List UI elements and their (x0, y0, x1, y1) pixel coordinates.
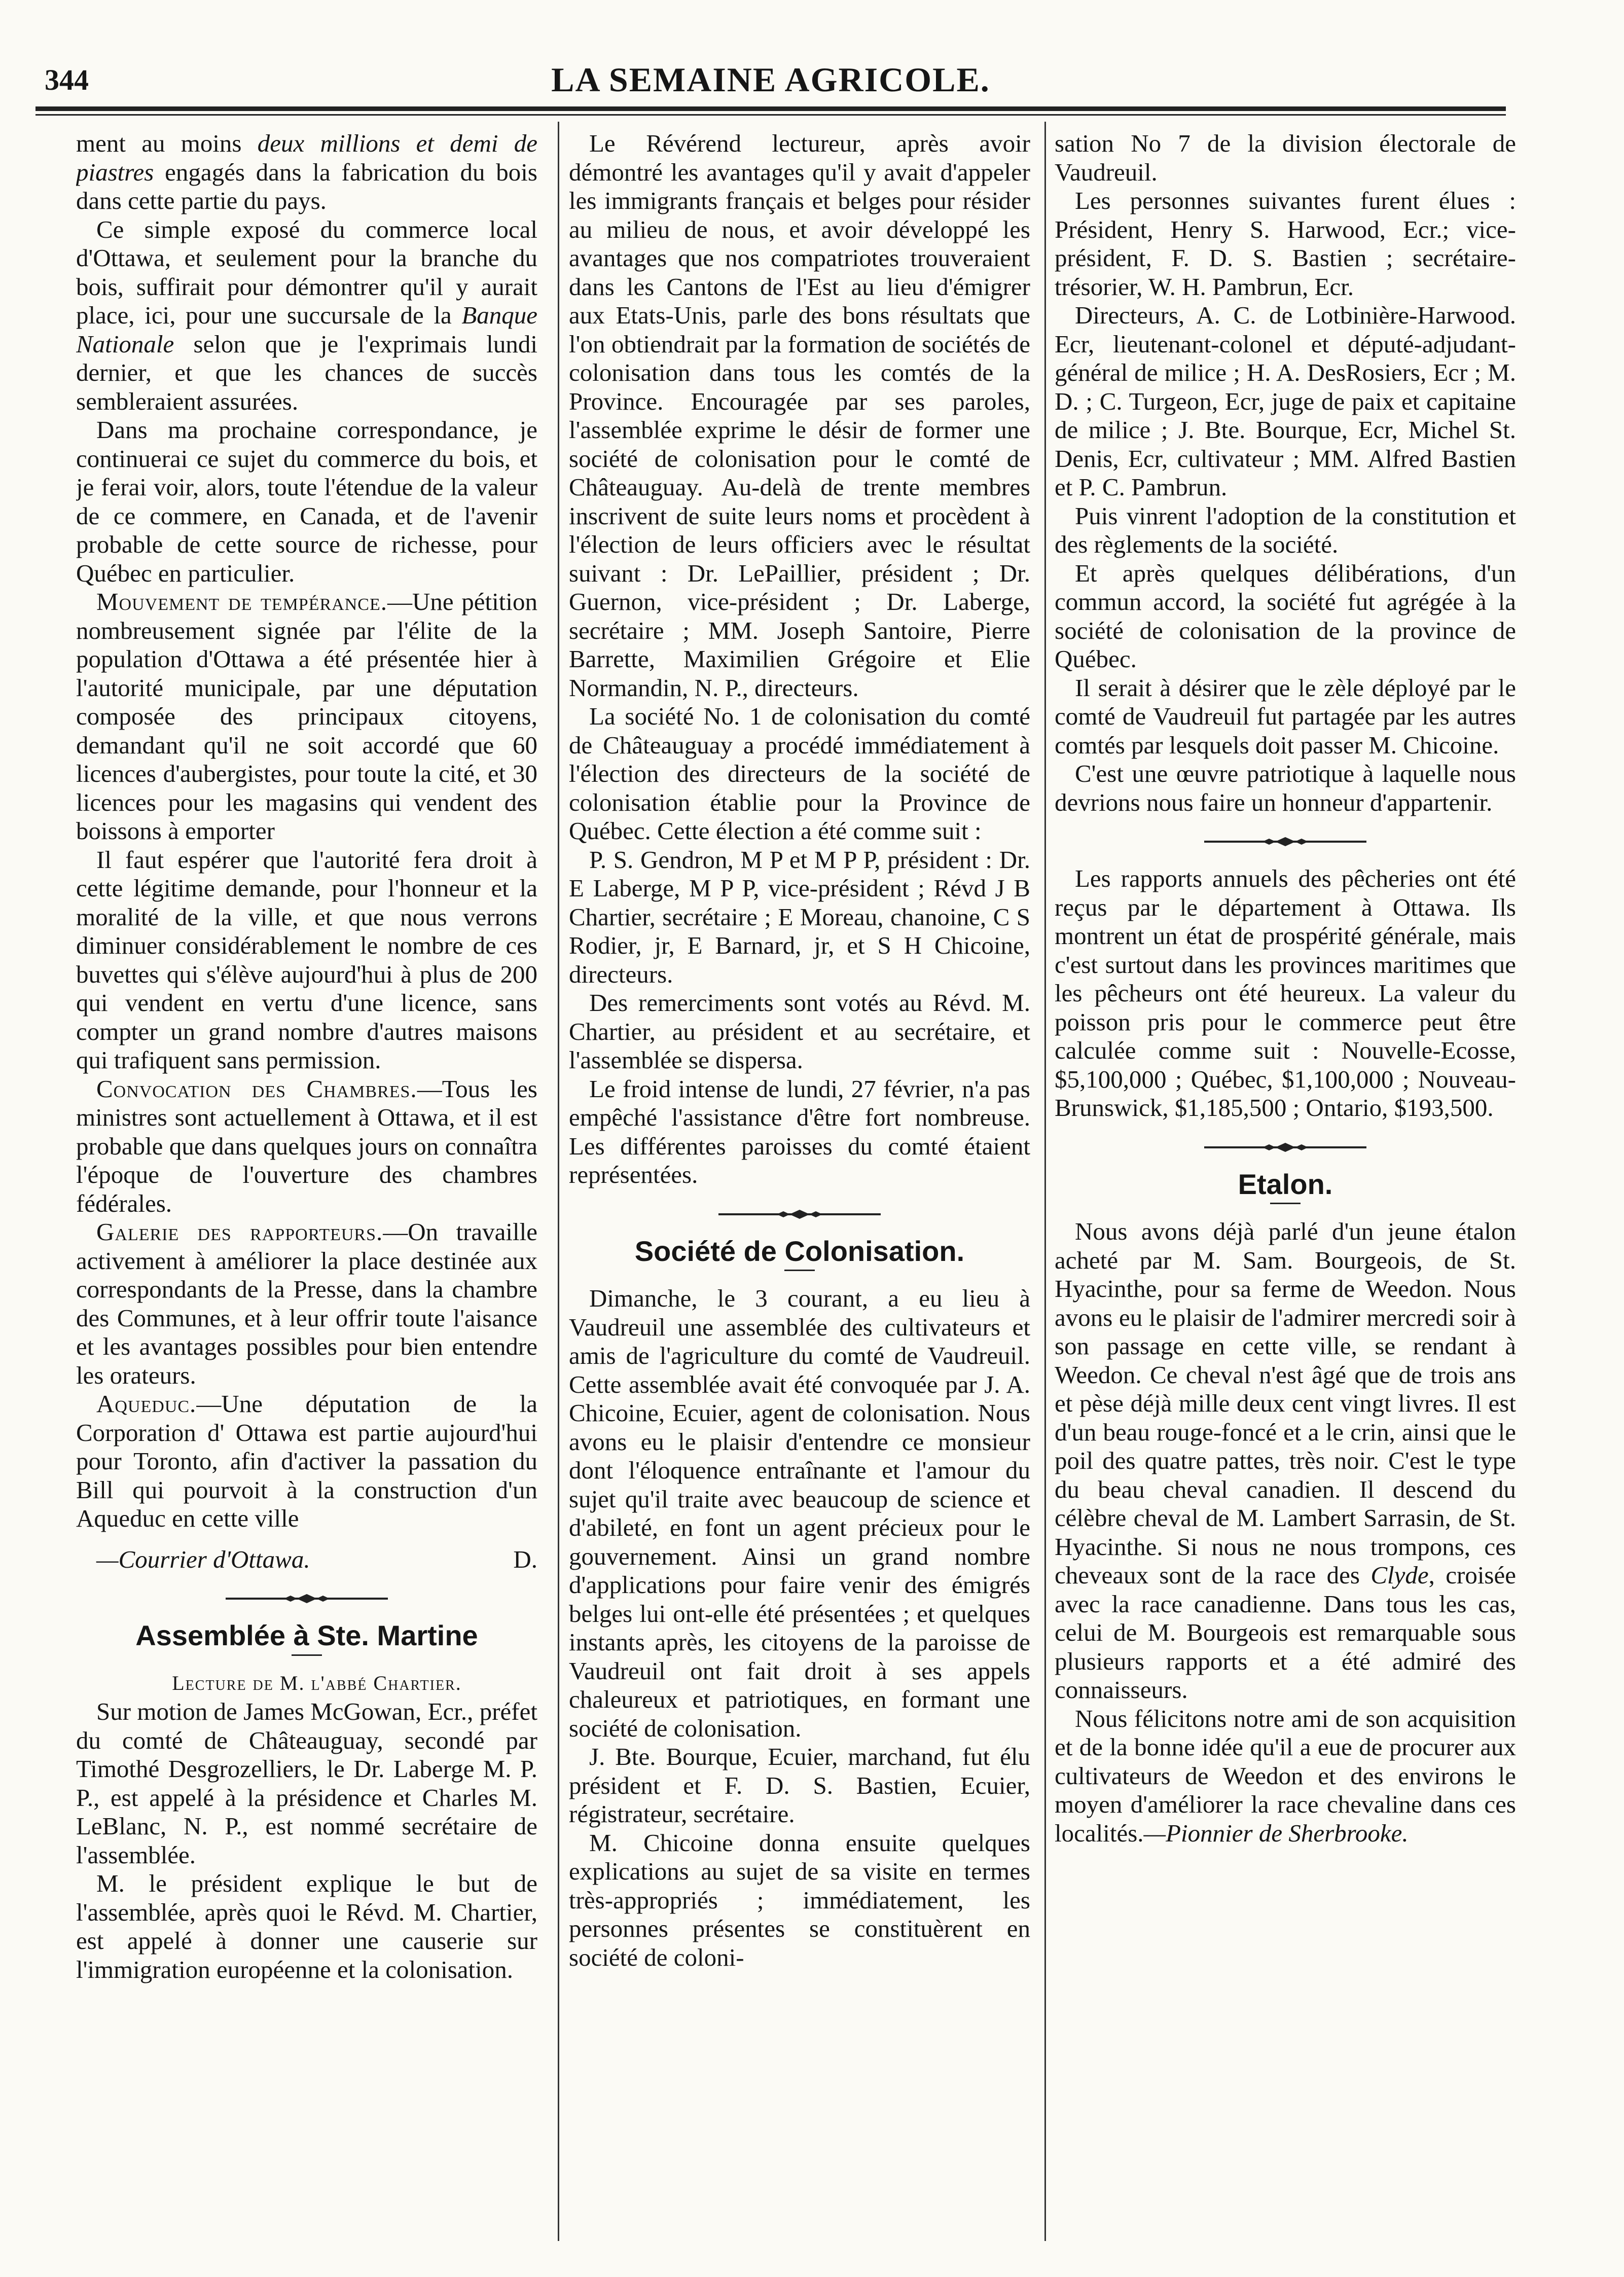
paragraph: Sur motion de James McGowan, Ecr., préfet du comté de Châteauguay, secondé par Timothé Desgrozelliers, le Dr. Laberge M. P. P., est appelé à la présidence et Charles M. LeBlanc, N. P., est nommé secrétaire de l'assemblée. (76, 1697, 537, 1869)
column-3 (1055, 129, 1516, 2238)
paragraph: Les personnes suivantes furent élues : Président, Henry S. Harwood, Ecr.; vice-président, F. D. S. Bastien ; secrétaire-trésorier, W. H. Pambrun, Ecr. (1055, 187, 1516, 301)
section-title: Etalon. (1238, 1168, 1333, 1200)
section-dash (784, 1270, 815, 1271)
section-title: Société de Colonisation. (634, 1235, 965, 1267)
paragraph: C'est une œuvre patriotique à laquelle nous devrions nous faire un honneur d'appartenir. (1055, 760, 1516, 816)
paragraph: Ce simple exposé du commerce local d'Ottawa, et seulement pour la branche du bois, suffirait pour démontrer qu'il y aurait place, ici, pour une succursale de la Banque Nationale selon que je l'exprimais lundi dernier, et que les chances de succès sembleraient assurées. (76, 215, 537, 415)
section-dash (1270, 1203, 1301, 1204)
ornament-divider (1204, 1142, 1366, 1153)
paragraph: Dans ma prochaine correspondance, je continuerai ce sujet du commerce du bois, et je ferai voir, alors, toute l'étendue de la valeur de ce commere, en Canada, et de l'avenir probable de cette source de richesse, pour Québec en particulier. (76, 416, 537, 587)
section-title: Assemblée à Ste. Martine (135, 1619, 478, 1651)
page-number: 344 (45, 63, 89, 96)
subheading: Lecture de M. l'abbé Chartier. (172, 1671, 462, 1694)
paragraph: sation No 7 de la division électorale de Vaudreuil. (1055, 129, 1516, 186)
column-divider (558, 122, 559, 2241)
paragraph: ment au moins deux millions et demi de piastres engagés dans la fabrication du bois dans cette partie du pays. (76, 129, 537, 214)
page-header (35, 56, 1506, 101)
paragraph: J. Bte. Bourque, Ecuier, marchand, fut élu président et F. D. S. Bastien, Ecuier, régistrateur, secrétaire. (569, 1743, 1030, 1828)
ornament-divider (718, 1209, 881, 1220)
column-1 (76, 129, 537, 2238)
journal-title: LA SEMAINE AGRICOLE. (551, 60, 990, 99)
ornament-divider (1204, 836, 1366, 847)
column-divider (1044, 122, 1046, 2241)
ornament-divider (226, 1593, 388, 1604)
paragraph: Puis vinrent l'adoption de la constitution et des règlements de la société. (1055, 501, 1516, 558)
paragraph: Le froid intense de lundi, 27 février, n'a pas empêché l'assistance d'être fort nombreuse. Les différentes paroisses du comté étaient représentées. (569, 1074, 1030, 1188)
paragraph: Il faut espérer que l'autorité fera droit à cette légitime demande, pour l'honneur et la moralité de la ville, et que nous verrons diminuer considérablement le nombre de ces buvettes qui s'élève aujourd'hui à plus de 200 qui vendent en vertu d'une licence, sans compter un grand nombre d'autres maisons qui trafiquent sans permission. (76, 845, 537, 1074)
paragraph: Il serait à désirer que le zèle déployé par le comté de Vaudreuil fut partagée par les autres comtés par lesquels doit passer M. Chicoine. (1055, 673, 1516, 759)
paragraph: Directeurs, A. C. de Lotbinière-Harwood. Ecr, lieutenant-colonel et député-adjudant-général de milice ; H. A. DesRosiers, Ecr ; M. D. ; C. Turgeon, Ecr, juge de paix et capitaine de milice ; J. Bte. Bourque, Ecr, Michel St. Denis, Ecr, cultivateur ; MM. Alfred Bastien et P. C. Pambrun. (1055, 301, 1516, 501)
paragraph: La société No. 1 de colonisation du comté de Châteauguay a procédé immédiatement à l'élection des directeurs de la société de colonisation établie pour la Province de Québec. Cette élection a été comme suit : (569, 702, 1030, 845)
paragraph: P. S. Gendron, M P et M P P, président : Dr. E Laberge, M P P, vice-président ; Révd J B Chartier, secrétaire ; E Moreau, chanoine, C S Rodier, jr, E Barnard, jr, et S H Chicoine, directeurs. (569, 845, 1030, 988)
paragraph: Convocation des Chambres.—Tous les ministres sont actuellement à Ottawa, et il est probable que dans quelques jours on connaîtra l'époque de l'ouverture des chambres fédérales. (76, 1074, 537, 1217)
column-2 (569, 129, 1030, 2238)
paragraph: Nous avons déjà parlé d'un jeune étalon acheté par M. Sam. Bourgeois, de St. Hyacinthe, pour sa ferme de Weedon. Nous avons eu le plaisir de l'admirer mercredi soir à son passage en cette ville, se rendant à Weedon. Ce cheval n'est âgé que de trois ans et pèse déjà mille deux cent vingt livres. Il est d'un beau rouge-foncé et a le crin, ainsi que le poil des quatre pattes, très noir. C'est le type du beau cheval canadien. Il descend du célèbre cheval de M. Lambert Sarrasin, de St. Hyacinthe. Si nous ne nous trompons, ces cheveaux sont de la race des Clyde, croisée avec la race canadienne. Dans tous les cas, celui de M. Bourgeois est remarquable sous plusieurs rapports et a été admiré des connaisseurs. (1055, 1217, 1516, 1704)
paragraph: Le Révérend lectureur, après avoir démontré les avantages qu'il y avait d'appeler les immigrants français et belges pour résider au milieu de nous, et avoir développé les avantages que nos compatriotes trouveraient dans les Cantons de l'Est au lieu d'émigrer aux Etats-Unis, parle des bons résultats que l'on obtiendrait par la formation de sociétés de colonisation dans tous les comtés de la Province. Encouragée par ses paroles, l'assemblée exprime le désir de former une société de colonisation pour le comté de Châteauguay. Au-delà de trente membres inscrivent de suite leurs noms et procèdent à l'élection de leurs officiers avec le résultat suivant : Dr. LePaillier, président ; Dr. Guernon, vice-président ; Dr. Laberge, secrétaire ; MM. Joseph Santoire, Pierre Barrette, Maximilien Grégoire et Elie Normandin, N. P., directeurs. (569, 129, 1030, 702)
header-rule-thin (35, 114, 1506, 116)
paragraph: Des remerciments sont votés au Révd. M. Chartier, au président et au secrétaire, et l'assemblée se dispersa. (569, 989, 1030, 1074)
paragraph: Les rapports annuels des pêcheries ont été reçus par le département à Ottawa. Ils montrent un état de prospérité générale, mais c'est surtout dans les provinces maritimes que les pêcheurs ont été heureux. La valeur du poisson pris pour le commerce peut être calculée comme suit : Nouvelle-Ecosse, $5,100,000 ; Québec, $1,100,000 ; Nouveau-Brunswick, $1,185,500 ; Ontario, $193,500. (1055, 864, 1516, 1122)
paragraph: Nous félicitons notre ami de son acquisition et de la bonne idée qu'il a eue de procurer aux cultivateurs de Weedon et des environs le moyen d'améliorer la race chevaline dans ces localités.—Pionnier de Sherbrooke. (1055, 1704, 1516, 1847)
section-dash (292, 1654, 322, 1656)
paragraph: Galerie des rapporteurs.—On travaille activement à améliorer la place destinée aux correspondants de la Presse, dans la chambre des Communes, et à leur offrir toute l'aisance et les avantages possibles pour bien entendre les orateurs. (76, 1218, 537, 1389)
paragraph: Et après quelques délibérations, d'un commun accord, la société fut agrégée à la société de colonisation de la province de Québec. (1055, 559, 1516, 673)
header-rule (35, 106, 1506, 111)
paragraph: Mouvement de tempérance.—Une pétition nombreusement signée par l'élite de la population d'Ottawa a été présentée hier à l'autorité municipale, par une députation composée des principaux citoyens, demandant qu'il ne soit accordé que 60 licences d'aubergistes, pour toute la cité, et 30 licences pour les magasins qui vendent des boissons à emporter (76, 588, 537, 845)
paragraph: Dimanche, le 3 courant, a eu lieu à Vaudreuil une assemblée des cultivateurs et amis de l'agriculture du comté de Vaudreuil. Cette assemblée avait été convoquée par J. A. Chicoine, Ecuier, agent de colonisation. Nous avons eu le plaisir d'entendre ce monsieur dont l'éloquence entraînante et l'amour du sujet qu'il traite avec beaucoup de science et d'abileté, en font un agent précieux pour le gouvernement. Ainsi un grand nombre d'applications pour faire venir des émigrés belges lui ont-elle été présentées ; et quelques instants après, les citoyens de la paroisse de Vaudreuil ont fait droit à ses appels chaleureux et patriotiques, en formant une société de colonisation. (569, 1284, 1030, 1742)
paragraph: M. le président explique le but de l'assemblée, après quoi le Révd. M. Chartier, est appelé à donner une causerie sur l'immigration européenne et la colonisation. (76, 1869, 537, 1983)
paragraph: Aqueduc.—Une députation de la Corporation d' Ottawa est partie aujourd'hui pour Toronto, afin d'activer la passation du Bill qui pourvoit à la construction d'un Aqueduc en cette ville (76, 1390, 537, 1532)
source-credit: —Pionnier de Sherbrooke. (1143, 1819, 1409, 1847)
author-initial: D. (513, 1545, 537, 1573)
paragraph: M. Chicoine donna ensuite quelques explications au sujet de sa visite en termes très-appropriés ; immédiatement, les personnes présentes se constituèrent en société de coloni- (569, 1828, 1030, 1971)
source-credit: —Courrier d'Ottawa. D. (96, 1545, 537, 1573)
